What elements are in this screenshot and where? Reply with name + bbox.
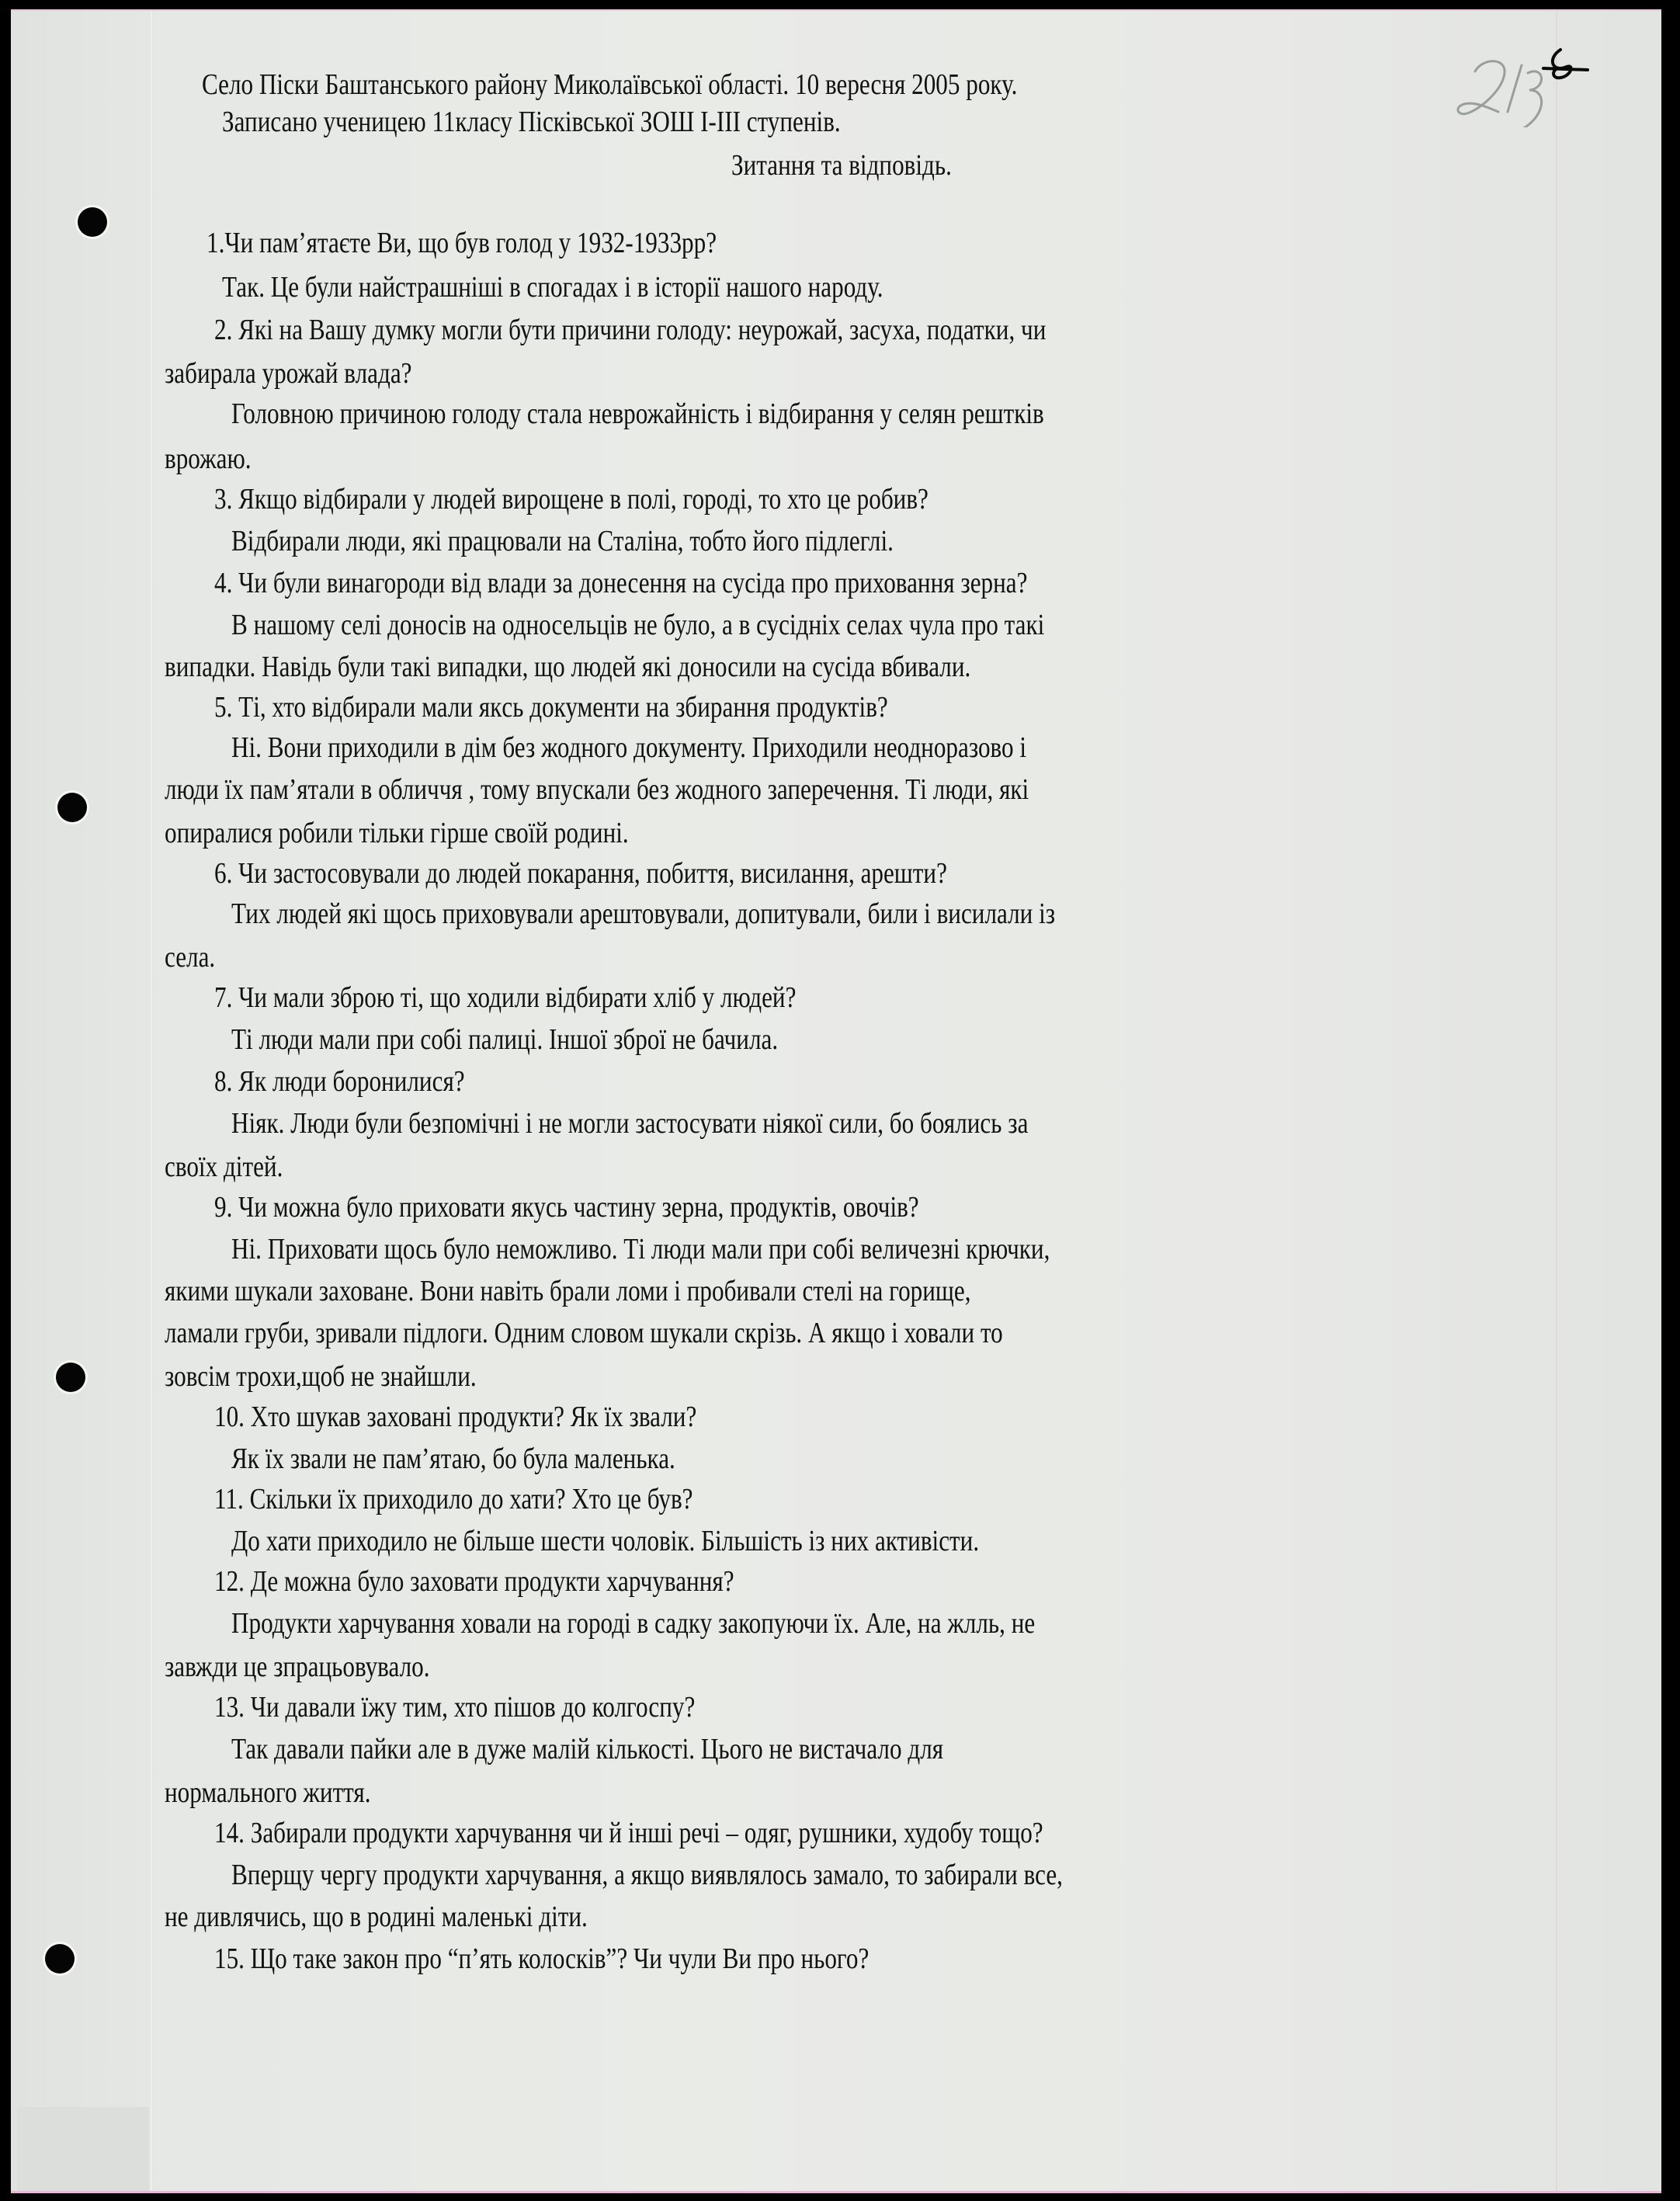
punch-hole-icon [45, 1944, 75, 1974]
punch-hole-icon [56, 1363, 85, 1392]
answer-line: завжди це зпрацьовувало. [165, 1651, 430, 1683]
question-line: 3. Якщо відбирали у людей вирощене в полі, городі, то хто це робив? [214, 483, 929, 516]
answer-line: ламали груби, зривали підлоги. Одним словом шукали скрізь. А якщо і ховали то [165, 1317, 1003, 1349]
underlying-sheet-edge [17, 2107, 149, 2193]
answer-line: Головною причиною голоду стала неврожайність і відбирання у селян рештків [231, 397, 1044, 430]
answer-line: Так давали пайки але в дуже малій кількості. Цього не вистачало для [231, 1733, 944, 1765]
answer-line: зовсім трохи,щоб не знайшли. [165, 1360, 477, 1393]
question-line: 5. Ті, хто відбирали мали якcь документи на збирання продуктів? [214, 691, 888, 724]
answer-line: нормального життя. [165, 1776, 371, 1809]
document-header-recorder: Записано ученицею 11класу Пісківської ЗОШ І-ІІІ ступенів. [222, 106, 841, 138]
question-line: 12. Де можна було заховати продукти харчування? [214, 1565, 734, 1598]
question-line: 2. Які на Вашу думку могли бути причини голоду: неурожай, засуха, податки, чи [214, 314, 1047, 346]
answer-line: Як їх звали не пам’ятаю, бо була маленька. [231, 1442, 675, 1475]
answer-line: Ні. Приховати щось було неможливо. Ті люди мали при собі величезні крючки, [231, 1233, 1050, 1265]
answer-line: Тих людей які щось приховували арештовували, допитували, били і висилали із [231, 897, 1056, 930]
question-line: 4. Чи були винагороди від влади за донесення на сусіда про приховання зерна? [214, 567, 1028, 599]
document-header-location-date: Село Піски Баштанського району Миколаївської області. 10 вересня 2005 року. [202, 68, 1018, 101]
answer-line: Ті люди мали при собі палиці. Іншої зброї не бачила. [231, 1023, 779, 1056]
question-line: 10. Хто шукав заховані продукти? Як їх звали? [214, 1401, 697, 1433]
answer-line: випадки. Навідь були такі випадки, що людей які доносили на сусіда вбивали. [165, 651, 971, 683]
answer-line: Ніяк. Люди були безпомічні і не могли застосувати ніякої сили, бо боялись за [231, 1107, 1029, 1140]
answer-line: опиралися робили тільки гірше своїй родині. [165, 817, 629, 849]
question-line: 11. Скільки їх приходило до хати? Хто це був? [214, 1483, 693, 1515]
answer-line: не дивлячись, що в родині маленькі діти. [165, 1901, 588, 1933]
question-line: 6. Чи застосовували до людей покарання, побиття, висилання, арешти? [214, 857, 947, 890]
document-title: Зитання та відповідь. [731, 149, 952, 182]
question-line: 13. Чи давали їжу тим, хто пішов до колгоспу? [214, 1691, 696, 1724]
handwritten-page-number [1444, 42, 1599, 127]
answer-line: В нашому селі доносів на односельців не було, а в сусідніх селах чула про такі [231, 609, 1045, 641]
answer-line: Вперщу чергу продукти харчування, а якщо виявлялось замало, то забирали все, [231, 1859, 1063, 1891]
paper-fold-line-right [1556, 11, 1557, 2191]
answer-line: До хати приходило не більше шести чоловік. Більшість із них активісти. [231, 1525, 980, 1557]
answer-line: Так. Це були найстрашніші в спогадах і в історії нашого народу. [222, 271, 883, 304]
answer-line: якими шукали заховане. Вони навіть брали ломи і пробивали стелі на горище, [165, 1275, 971, 1307]
question-line: 8. Як люди боронилися? [214, 1065, 465, 1098]
answer-line: Ні. Вони приходили в дім без жодного документу. Приходили неодноразово і [231, 731, 1027, 764]
punch-hole-icon [78, 207, 107, 237]
question-line: 9. Чи можна було приховати якусь частину зерна, продуктів, овочів? [214, 1191, 919, 1224]
answer-line: забирала урожай влада? [165, 357, 412, 390]
answer-line: своїх дітей. [165, 1151, 283, 1183]
answer-line: люди їх пам’ятали в обличчя , тому впускали без жодного заперечення. Ті люди, які [165, 773, 1029, 806]
question-line: 15. Що таке закон про “п’ять колосків”? Чи чули Ви про нього? [214, 1942, 870, 1975]
question-line: 7. Чи мали зброю ті, що ходили відбирати хліб у людей? [214, 981, 797, 1014]
paper-fold-line [151, 11, 152, 2191]
answer-line: Відбирали люди, які працювали на Сталіна, тобто його підлеглі. [231, 525, 894, 557]
punch-hole-icon [57, 793, 87, 822]
document-page [11, 9, 1661, 2193]
question-line: 1.Чи пам’ятаєте Ви, що був голод у 1932-1933рр? [207, 227, 717, 259]
answer-line: врожаю. [165, 443, 252, 475]
question-line: 14. Забирали продукти харчування чи й інші речі – одяг, рушники, худобу тощо? [214, 1817, 1043, 1849]
answer-line: Продукти харчування ховали на городі в садку закопуючи їх. Але, на жлль, не [231, 1607, 1036, 1640]
answer-line: села. [165, 941, 216, 974]
